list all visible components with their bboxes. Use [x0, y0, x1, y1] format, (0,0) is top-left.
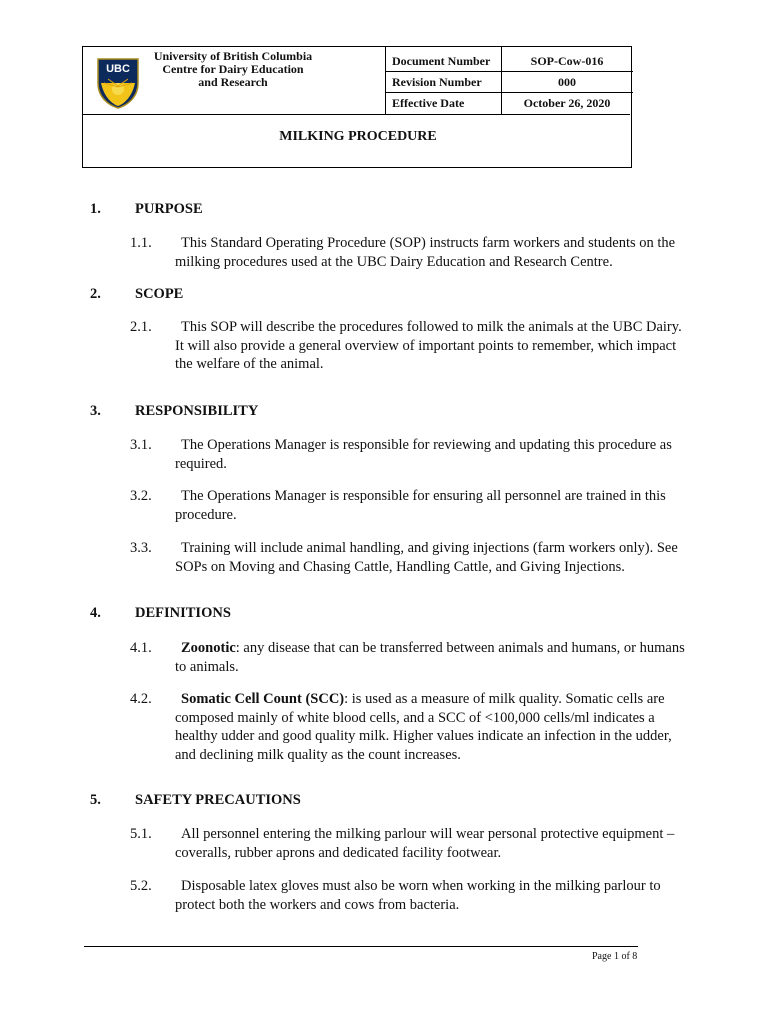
definition-text: : is used as a measure of milk quality. Somatic cells are composed mainly of white blood cells, and a SCC of <100,000 cells/ml indicates a healthy udder and good quality milk. Higher values indicate an infection in the udder, and declining milk quality as the count increases. — [175, 691, 672, 763]
page-number: Page 1 of 8 — [592, 951, 638, 962]
item-text: Disposable latex gloves must also be worn when working in the milking parlour to protect both the workers and cows from bacteria. — [175, 878, 661, 913]
item-number: 3.1. — [130, 437, 152, 453]
document-number-label: Document Number — [392, 53, 491, 68]
org-line-2: Centre for Dairy Education — [162, 62, 304, 76]
section-number: 4. — [90, 605, 101, 621]
org-line-1: University of British Columbia — [153, 49, 313, 63]
definition-term: Somatic Cell Count (SCC) — [181, 691, 345, 707]
section-number: 5. — [90, 792, 101, 808]
revision-number-label: Revision Number — [392, 75, 482, 89]
section-number: 2. — [90, 286, 101, 302]
section-title: SAFETY PRECAUTIONS — [135, 792, 301, 808]
item-text: This SOP will describe the procedures followed to milk the animals at the UBC Dairy. It will also provide a general overview of important points to remember, which impact the welfare of the animal. — [175, 319, 682, 372]
revision-number-value: 000 — [558, 75, 576, 89]
item-text — [175, 690, 685, 764]
section-number: 3. — [90, 403, 101, 419]
item-number: 1.1. — [130, 235, 152, 251]
document-header-table — [82, 46, 632, 168]
item-number: 3.3. — [130, 540, 152, 556]
item-text: The Operations Manager is responsible for ensuring all personnel are trained in this procedure. — [175, 488, 666, 523]
item-text: All personnel entering the milking parlour will wear personal protective equipment –coveralls, rubber aprons and dedicated facility footwear. — [175, 826, 675, 861]
item-number: 4.1. — [130, 640, 152, 656]
definition-text: : any disease that can be transferred between animals and humans, or humans to animals. — [175, 640, 685, 675]
item-text: Training will include animal handling, and giving injections (farm workers only). See SOPs on Moving and Chasing Cattle, Handling Cattle, and Giving Injections. — [175, 540, 678, 575]
section-title: PURPOSE — [135, 201, 203, 217]
logo-text: UBC — [106, 63, 130, 75]
item-text: The Operations Manager is responsible for reviewing and updating this procedure as required. — [175, 437, 672, 472]
item-number: 5.2. — [130, 878, 152, 894]
section-title: DEFINITIONS — [135, 605, 231, 621]
document-title: MILKING PROCEDURE — [279, 129, 437, 144]
ubc-logo-icon — [96, 57, 140, 109]
item-number: 5.1. — [130, 826, 152, 842]
item-number: 2.1. — [130, 319, 152, 335]
item-text — [175, 639, 685, 676]
item-number: 4.2. — [130, 691, 152, 707]
section-number: 1. — [90, 201, 101, 217]
effective-date-label: Effective Date — [392, 96, 465, 110]
footer-divider — [84, 946, 638, 947]
org-line-3: and Research — [198, 75, 268, 89]
effective-date-value: October 26, 2020 — [523, 96, 611, 110]
item-text: This Standard Operating Procedure (SOP) instructs farm workers and students on the milking procedures used at the UBC Dairy Education and Research Centre. — [175, 235, 676, 270]
section-title: RESPONSIBILITY — [135, 403, 259, 419]
organization-name — [138, 47, 328, 89]
item-number: 3.2. — [130, 488, 152, 504]
section-title: SCOPE — [135, 286, 184, 302]
definition-term: Zoonotic — [181, 640, 236, 656]
document-number-value: SOP-Cow-016 — [530, 53, 604, 68]
